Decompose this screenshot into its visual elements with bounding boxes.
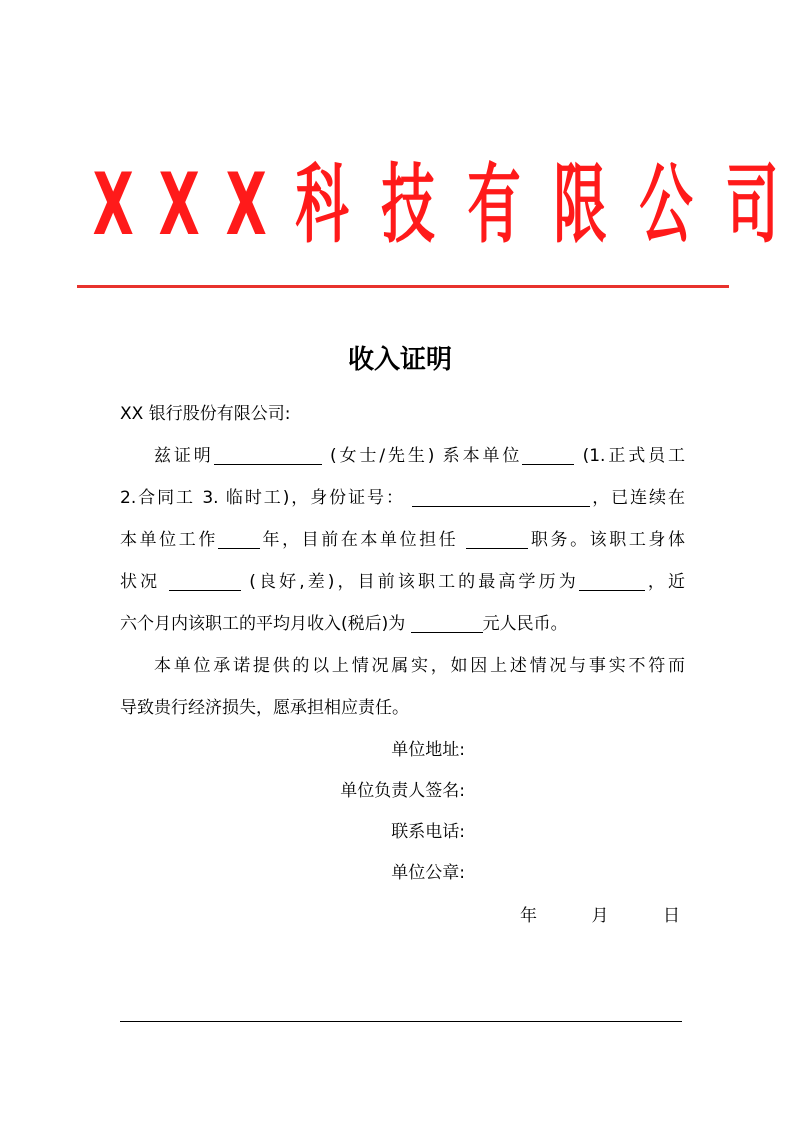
- paragraph-1-line-3: 本单位工作 年，目前在本单位担任 职务。该职工身体: [120, 530, 686, 550]
- company-name-char: 有: [467, 155, 521, 255]
- paragraph-1-line-1: 兹证明 (女士/先生) 系本单位 (1.正式员工: [154, 446, 686, 466]
- company-name-char: 司: [725, 155, 779, 255]
- date-day: 日: [663, 906, 680, 926]
- company-name-char: X: [92, 155, 134, 255]
- document-body: [120, 393, 685, 729]
- company-name-char: X: [225, 155, 267, 255]
- paragraph-1-line-5: 六个月内该职工的平均月收入(税后)为 元人民币。: [120, 614, 568, 634]
- company-name-char: 限: [553, 155, 607, 255]
- company-name-char: X: [158, 155, 201, 255]
- company-name-char: 公: [639, 155, 693, 255]
- company-seal-label: 单位公章:: [391, 863, 465, 883]
- years-blank[interactable]: [218, 528, 260, 549]
- paragraph-1-line-2: 2.合同工 3. 临时工)，身份证号： ，已连续在: [120, 488, 686, 508]
- id-number-blank[interactable]: [412, 486, 590, 507]
- health-blank[interactable]: [169, 570, 241, 591]
- paragraph-2-line-2: 导致贵行经济损失，愿承担相应责任。: [120, 698, 409, 718]
- paragraph-1-line-4: 状况 (良好,差)，目前该职工的最高学历为 ，近: [120, 572, 686, 592]
- name-blank[interactable]: [214, 444, 322, 465]
- letterhead-red-rule: [77, 285, 729, 288]
- date-year: 年: [520, 906, 537, 926]
- company-leader-signature-label: 单位负责人签名:: [340, 781, 465, 801]
- signature-block: [120, 730, 465, 894]
- position-blank[interactable]: [466, 528, 528, 549]
- education-blank[interactable]: [579, 570, 645, 591]
- paragraph-2-line-1: 本单位承诺提供的以上情况属实，如因上述情况与事实不符而: [154, 656, 685, 676]
- company-name-char: 科: [295, 155, 349, 255]
- salutation: XX 银行股份有限公司:: [120, 404, 291, 424]
- footer-rule: [120, 1021, 682, 1022]
- company-letterhead: [80, 150, 779, 260]
- date-line: [520, 896, 680, 936]
- contact-phone-label: 联系电话:: [391, 822, 465, 842]
- employee-type-blank[interactable]: [522, 444, 574, 465]
- document-title: 收入证明: [347, 345, 452, 375]
- income-blank[interactable]: [411, 612, 483, 633]
- date-month: 月: [591, 906, 609, 926]
- company-address-label: 单位地址:: [391, 740, 465, 760]
- company-name-char: 技: [381, 155, 435, 255]
